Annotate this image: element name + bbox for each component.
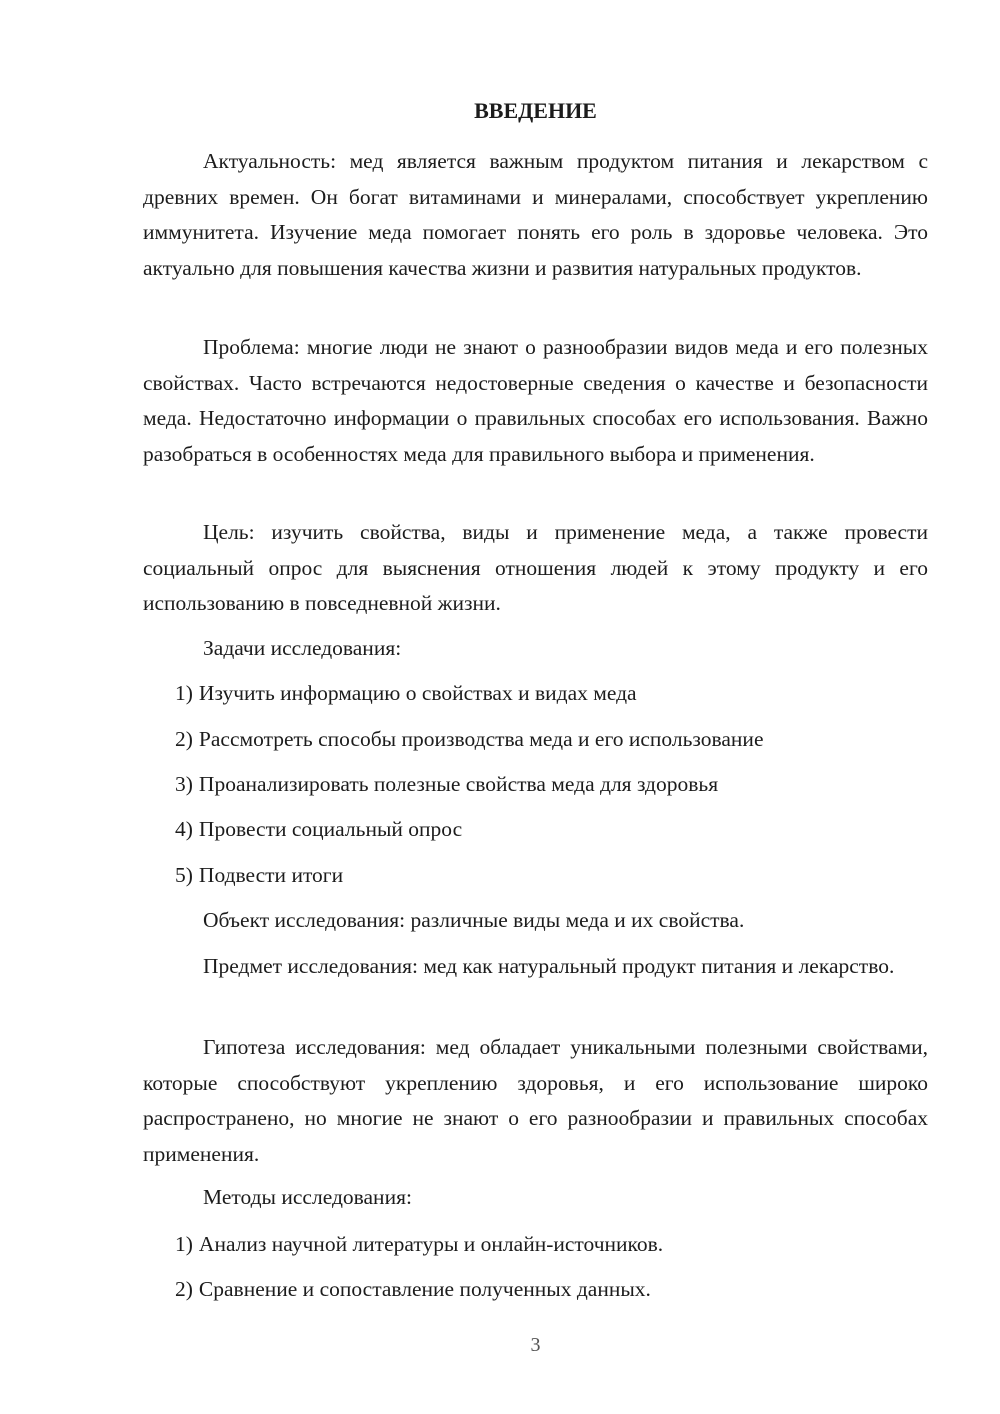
paragraph-hypothesis: Гипотеза исследования: мед обладает уникальными полезными свойствами, которые способствуют укреплению здоровья, и его использование широко распространено, но многие не знают о его разнообразии и правильных способах применения.	[143, 1035, 928, 1166]
list-item-text: Сравнение и сопоставление полученных данных.	[198, 1277, 651, 1301]
list-item-number: 1)	[175, 681, 193, 705]
list-item-number: 4)	[175, 817, 193, 841]
list-item-text: Рассмотреть способы производства меда и его использование	[198, 727, 764, 751]
tasks-heading: Задачи исследования:	[203, 636, 402, 660]
page-title: ВВЕДЕНИЕ	[474, 98, 597, 123]
list-item-text: Изучить информацию о свойствах и видах меда	[198, 681, 637, 705]
document-page	[143, 0, 928, 1414]
list-item	[175, 722, 928, 758]
list-item	[175, 1227, 928, 1263]
list-item-number: 3)	[175, 772, 193, 796]
list-item-text: Проанализировать полезные свойства меда для здоровья	[198, 772, 719, 796]
list-item	[175, 767, 928, 803]
paragraph-problem: Проблема: многие люди не знают о разнообразии видов меда и его полезных свойствах. Часто встречаются недостоверные сведения о качестве и безопасности меда. Недостаточно информации о правильных способах его использования. Важно разобраться в особенностях меда для правильного выбора и применения.	[143, 335, 928, 466]
list-item	[175, 858, 928, 894]
list-item-number: 1)	[175, 1232, 193, 1256]
methods-heading: Методы исследования:	[203, 1185, 412, 1209]
list-item	[175, 676, 928, 712]
list-item-number: 5)	[175, 863, 193, 887]
list-item-text: Подвести итоги	[198, 863, 344, 887]
list-item-number: 2)	[175, 727, 193, 751]
list-item-text: Провести социальный опрос	[198, 817, 463, 841]
list-item-text: Анализ научной литературы и онлайн-источников.	[198, 1232, 664, 1256]
paragraph-relevance: Актуальность: мед является важным продуктом питания и лекарством с древних времен. Он богат витаминами и минералами, способствует укреплению иммунитета. Изучение меда помогает понять его роль в здоровье человека. Это актуально для повышения качества жизни и развития натуральных продуктов.	[143, 149, 928, 280]
list-item-number: 2)	[175, 1277, 193, 1301]
page-number: 3	[530, 1334, 541, 1356]
list-item	[175, 1272, 928, 1308]
paragraph-goal: Цель: изучить свойства, виды и применение меда, а также провести социальный опрос для выяснения отношения людей к этому продукту и его использованию в повседневной жизни.	[143, 520, 928, 615]
paragraph-object: Объект исследования: различные виды меда и их свойства.	[203, 908, 745, 932]
list-item	[175, 812, 928, 848]
paragraph-subject: Предмет исследования: мед как натуральный продукт питания и лекарство.	[203, 954, 895, 978]
